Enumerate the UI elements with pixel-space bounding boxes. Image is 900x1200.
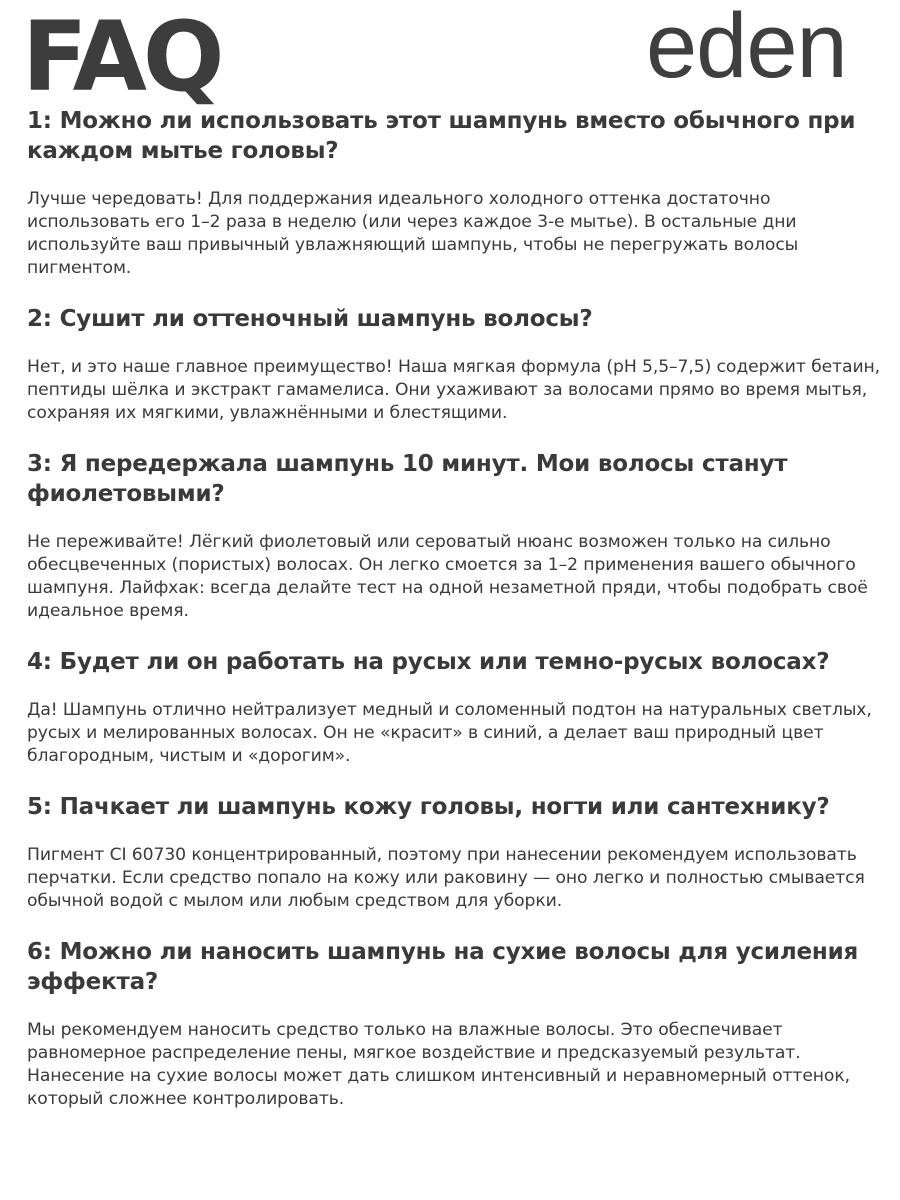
- faq-answer: Лучше чередовать! Для поддержания идеального холодного оттенка достаточно использовать его 1–2 раза в неделю (или через каждое 3-е мытье). В остальные дни используйте ваш привычный увлажняющий шампунь, чтобы не перегружать волосы пигментом.: [27, 189, 799, 278]
- faq-answer: Пигмент CI 60730 концентрированный, поэтому при нанесении рекомендуем использовать перчатки. Если средство попало на кожу или раковину — оно легко и полностью смывается обычной водой с мылом или любым средством для уборки.: [27, 845, 865, 911]
- faq-item-2: [27, 304, 885, 425]
- faq-item-3: [27, 449, 885, 623]
- faq-item-6: [27, 937, 885, 1111]
- faq-answer: Нет, и это наше главное преимущество! Наша мягкая формула (pH 5,5–7,5) содержит бетаин, пептиды шёлка и экстракт гамамелиса. Они ухаживают за волосами прямо во время мытья, сохраняя их мягкими, увлажнёнными и блестящими.: [27, 357, 881, 423]
- faq-question: 5: Пачкает ли шампунь кожу головы, ногти или сантехнику?: [27, 794, 830, 820]
- page-title: FAQ: [22, 1, 221, 113]
- faq-item-4: [27, 647, 885, 768]
- faq-answer: Да! Шампунь отлично нейтрализует медный и соломенный подтон на натуральных светлых, русых и мелированных волосах. Он не «красит» в синий, а делает ваш природный цвет благородным, чистым и «дорогим».: [27, 700, 872, 766]
- faq-question: 3: Я передержала шампунь 10 минут. Мои волосы станут фиолетовыми?: [27, 451, 788, 507]
- faq-question: 4: Будет ли он работать на русых или темно-русых волосах?: [27, 649, 830, 675]
- faq-answer: Мы рекомендуем наносить средство только на влажные волосы. Это обеспечивает равномерное распределение пены, мягкое воздействие и предсказуемый результат. Нанесение на сухие волосы может дать слишком интенсивный и неравномерный оттенок, который сложнее контролировать.: [27, 1020, 850, 1109]
- faq-question: 6: Можно ли наносить шампунь на сухие волосы для усиления эффекта?: [27, 939, 859, 995]
- faq-item-1: [27, 106, 885, 280]
- faq-list: [27, 106, 885, 1135]
- faq-question: 1: Можно ли использовать этот шампунь вместо обычного при каждом мытье головы?: [27, 108, 856, 164]
- faq-item-5: [27, 792, 885, 913]
- brand-logo: eden: [646, 0, 847, 97]
- faq-question: 2: Сушит ли оттеночный шампунь волосы?: [27, 306, 593, 332]
- faq-answer: Не переживайте! Лёгкий фиолетовый или сероватый нюанс возможен только на сильно обесцвеченных (пористых) волосах. Он легко смоется за 1–2 применения вашего обычного шампуня. Лайфхак: всегда делайте тест на одной незаметной пряди, чтобы подобрать своё идеальное время.: [27, 532, 868, 621]
